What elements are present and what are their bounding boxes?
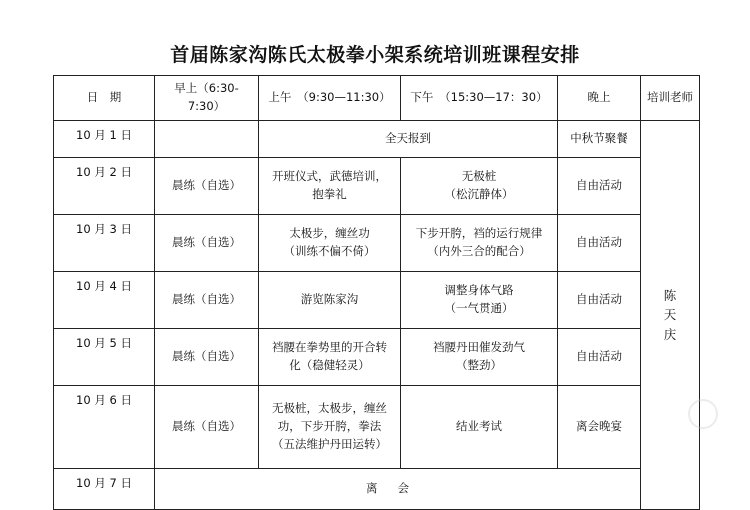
table-row bbox=[54, 386, 700, 469]
header-am: 上午 （9:30—11:30） bbox=[259, 76, 401, 121]
am-line: （训练不偏不倚） bbox=[283, 244, 376, 258]
am-line: 裆腰在拳势里的开合转 bbox=[272, 340, 387, 355]
evening-cell: 中秋节聚餐 bbox=[558, 121, 641, 158]
am-cell bbox=[259, 215, 401, 272]
pm-line: （松沉静体） bbox=[444, 187, 514, 201]
pm-cell bbox=[401, 386, 558, 469]
page-title: 首届陈家沟陈氏太极拳小架系统培训班课程安排 bbox=[170, 44, 580, 66]
table-row bbox=[54, 329, 700, 386]
evening-cell: 自由活动 bbox=[558, 158, 641, 215]
date-cell: 10 月 4 日 bbox=[54, 272, 155, 329]
pm-line: （一气贯通） bbox=[444, 301, 514, 315]
teacher-char: 陈 bbox=[663, 287, 677, 303]
am-cell bbox=[259, 272, 401, 329]
am-cell bbox=[259, 386, 401, 469]
header-morning: 早上（6:30-7:30） bbox=[155, 76, 259, 121]
date-cell: 10 月 5 日 bbox=[54, 329, 155, 386]
header-evening: 晚上 bbox=[558, 76, 641, 121]
am-line: 功，下步开胯，拳法 bbox=[277, 419, 382, 434]
am-line: 无极桩，太极步，缠丝 bbox=[272, 401, 387, 416]
pm-cell bbox=[401, 215, 558, 272]
header-pm: 下午 （15:30—17：30） bbox=[401, 76, 558, 121]
date-cell: 10 月 3 日 bbox=[54, 215, 155, 272]
pm-line: 下步开胯，裆的运行规律 bbox=[415, 226, 543, 241]
header-row bbox=[54, 76, 700, 121]
am-cell bbox=[259, 158, 401, 215]
table-row bbox=[54, 121, 700, 158]
evening-cell: 自由活动 bbox=[558, 272, 641, 329]
evening-cell: 离会晚宴 bbox=[558, 386, 641, 469]
pm-line: 结业考试 bbox=[456, 419, 502, 434]
teacher-cell bbox=[641, 121, 700, 510]
am-line: 化（稳健轻灵） bbox=[289, 358, 370, 372]
evening-cell: 自由活动 bbox=[558, 215, 641, 272]
header-teacher: 培训老师 bbox=[641, 76, 700, 121]
pm-line: 无极桩 bbox=[461, 169, 497, 184]
pm-line: （内外三合的配合） bbox=[427, 244, 531, 258]
morning-cell: 晨练（自选） bbox=[155, 215, 259, 272]
am-line: （五法维护丹田运转） bbox=[272, 436, 387, 451]
table-row bbox=[54, 272, 700, 329]
am-line: 太极步，缠丝功 bbox=[289, 226, 370, 241]
pm-line: 裆腰丹田催发劲气 bbox=[433, 340, 525, 355]
table-row bbox=[54, 469, 700, 510]
pm-cell bbox=[401, 272, 558, 329]
table-row bbox=[54, 215, 700, 272]
evening-cell: 自由活动 bbox=[558, 329, 641, 386]
morning-cell: 晨练（自选） bbox=[155, 329, 259, 386]
table-row bbox=[54, 158, 700, 215]
am-cell bbox=[259, 329, 401, 386]
morning-cell: 晨练（自选） bbox=[155, 158, 259, 215]
pm-line: （整劲） bbox=[456, 358, 502, 372]
schedule-table bbox=[53, 75, 700, 510]
watermark-icon bbox=[688, 399, 718, 429]
pm-line: 调整身体气路 bbox=[444, 283, 514, 298]
teacher-char: 天 bbox=[663, 307, 677, 323]
am-line: 开班仪式，武德培训， bbox=[272, 169, 387, 184]
all-day-cell: 全天报到 bbox=[259, 121, 558, 158]
pm-cell bbox=[401, 158, 558, 215]
morning-cell: 晨练（自选） bbox=[155, 272, 259, 329]
date-cell: 10 月 7 日 bbox=[54, 469, 155, 510]
date-cell: 10 月 2 日 bbox=[54, 158, 155, 215]
all-day-cell: 离会 bbox=[155, 469, 641, 510]
am-line: 游览陈家沟 bbox=[300, 292, 359, 307]
morning-cell: 晨练（自选） bbox=[155, 386, 259, 469]
date-cell: 10 月 1 日 bbox=[54, 121, 155, 158]
date-cell: 10 月 6 日 bbox=[54, 386, 155, 469]
teacher-char: 庆 bbox=[663, 326, 677, 342]
pm-cell bbox=[401, 329, 558, 386]
morning-cell bbox=[155, 121, 259, 158]
am-line: 抱拳礼 bbox=[312, 187, 347, 201]
header-date: 日 期 bbox=[54, 76, 155, 121]
